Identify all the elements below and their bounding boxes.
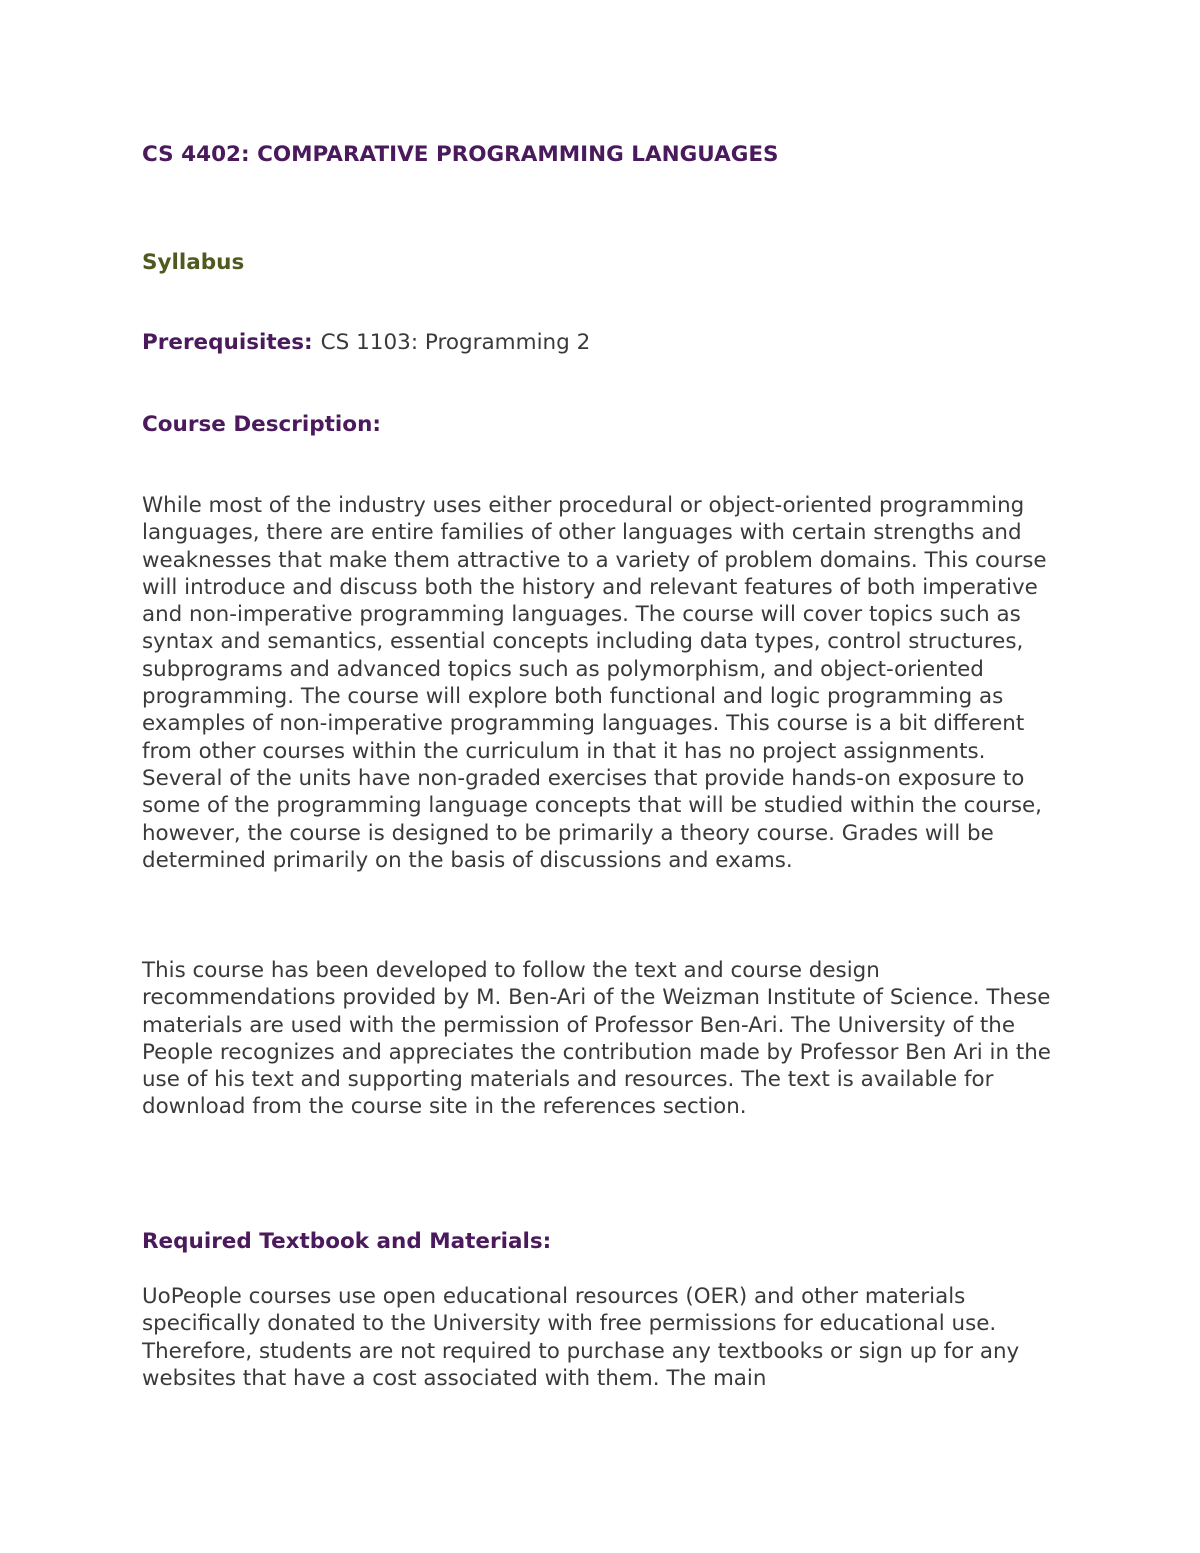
course-description-heading: Course Description: (142, 412, 381, 437)
required-materials-paragraph: UoPeople courses use open educational resources (OER) and other materials specifically donated to the University with free permissions for educational use. Therefore, students are not required to purchase any textbooks or sign up for any websites that have a cost associated with them. The main (142, 1284, 1020, 1391)
prerequisites-line (142, 329, 590, 357)
course-title: CS 4402: COMPARATIVE PROGRAMMING LANGUAGES (142, 142, 779, 167)
prerequisites-label: Prerequisites: (142, 330, 313, 355)
course-description-paragraph: While most of the industry uses either procedural or object-oriented programming languages, there are entire families of other languages with certain strengths and weaknesses that make them attractive to a variety of problem domains. This course will introduce and discuss both the history and relevant features of both imperative and non-imperative programming languages. The course will cover topics such as syntax and semantics, essential concepts including data types, control structures, subprograms and advanced topics such as polymorphism, and object-oriented programming. The course will explore both functional and logic programming as examples of non-imperative programming languages. This course is a bit different from other courses within the curriculum in that it has no project assignments. Several of the units have non-graded exercises that provide hands-on exposure to some of the programming language concepts that will be studied within the course, however, the course is designed to be primarily a theory course. Grades will be determined primarily on the basis of discussions and exams. (142, 493, 1047, 873)
prerequisites-value: CS 1103: Programming 2 (320, 330, 591, 355)
course-development-paragraph: This course has been developed to follow the text and course design recommendations provided by M. Ben-Ari of the Weizman Institute of Science. These materials are used with the permission of Professor Ben-Ari. The University of the People recognizes and appreciates the contribution made by Professor Ben Ari in the use of his text and supporting materials and resources. The text is available for download from the course site in the references section. (142, 958, 1051, 1120)
syllabus-heading: Syllabus (142, 250, 245, 275)
required-materials-heading: Required Textbook and Materials: (142, 1229, 552, 1254)
